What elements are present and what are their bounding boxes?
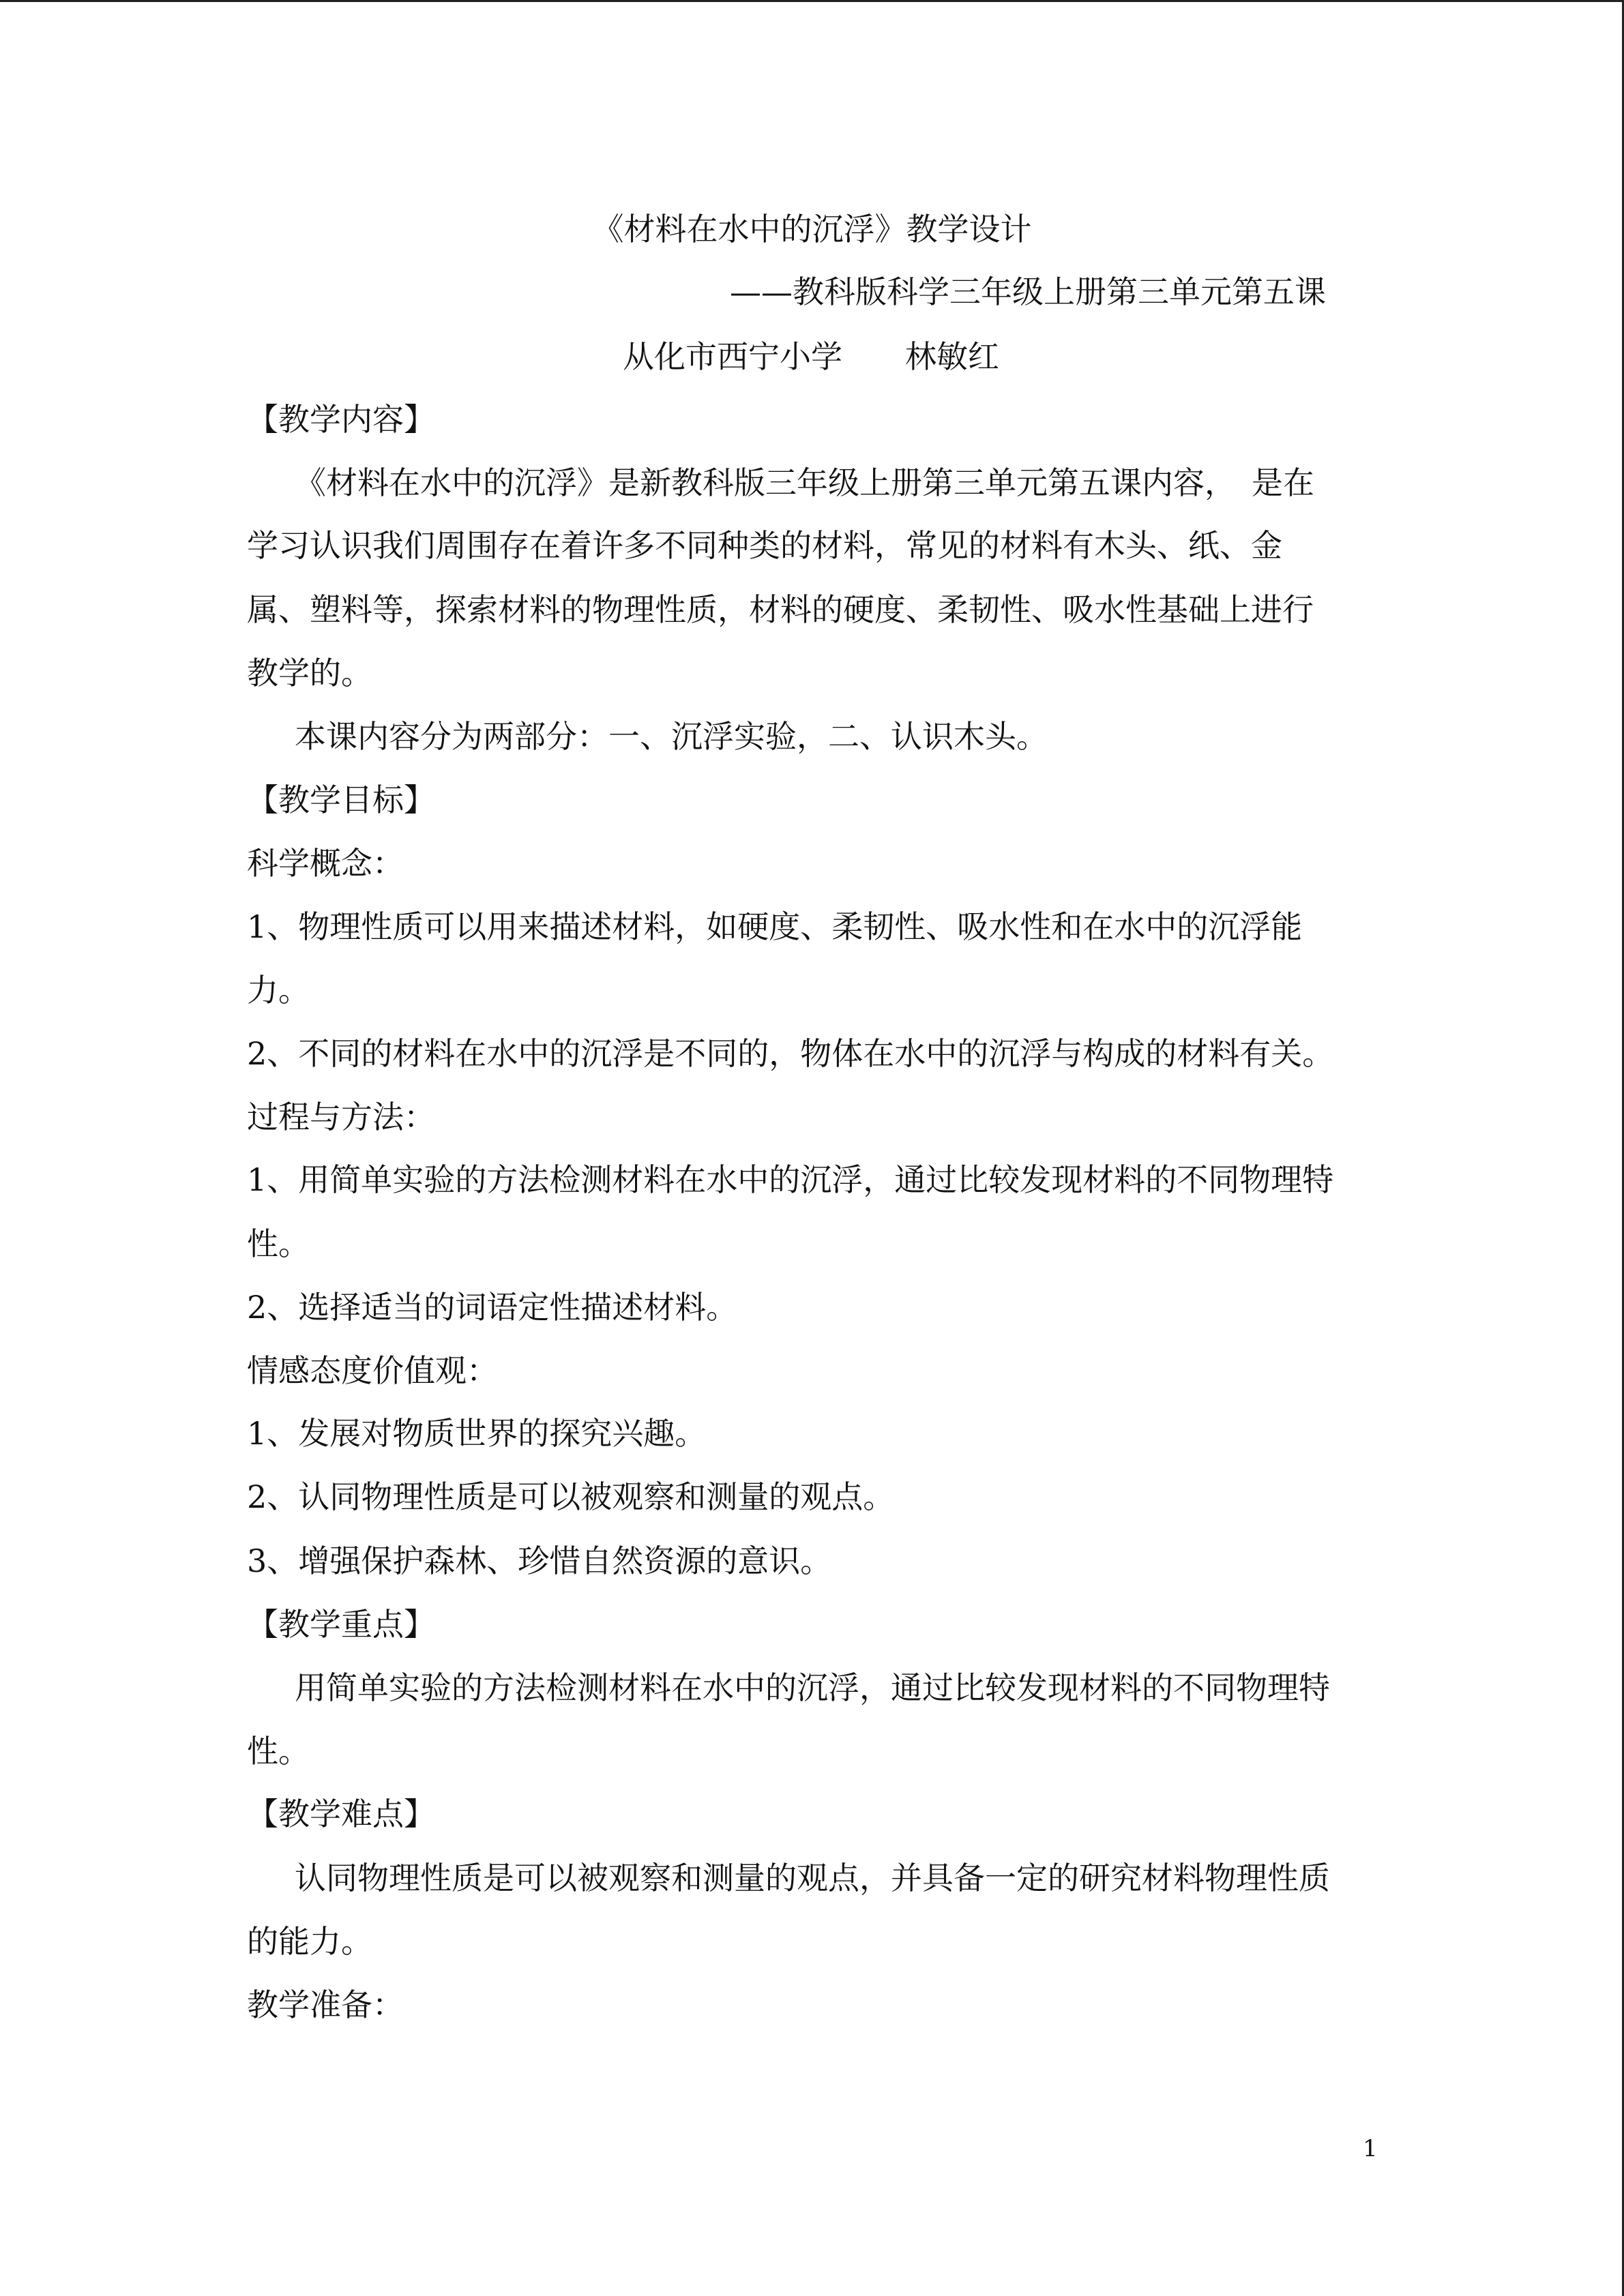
content-line: 属、塑料等，探索材料的物理性质，材料的硬度、柔韧性、吸水性基础上进行 <box>247 591 1314 628</box>
section-heading-goals: 【教学目标】 <box>247 781 435 818</box>
attitude-line: 1、发展对物质世界的探究兴趣。 <box>247 1415 707 1452</box>
attitude-label: 情感态度价值观： <box>247 1352 498 1389</box>
content-line: 教学的。 <box>247 655 372 691</box>
concept-line: 1、物理性质可以用来描述材料，如硬度、柔韧性、吸水性和在水中的沉浮能 <box>247 908 1303 945</box>
attitude-line: 2、认同物理性质是可以被观察和测量的观点。 <box>247 1478 895 1515</box>
section-heading-content: 【教学内容】 <box>247 401 435 438</box>
section-heading-key-points: 【教学重点】 <box>247 1606 435 1643</box>
document-subtitle: ——教科版科学三年级上册第三单元第五课 <box>730 273 1326 310</box>
process-label: 过程与方法： <box>247 1099 435 1135</box>
difficulty-line: 认同物理性质是可以被观察和测量的观点，并具备一定的研究材料物理性质 <box>295 1860 1330 1896</box>
concept-line: 力。 <box>247 972 310 1009</box>
process-line: 性。 <box>247 1225 310 1262</box>
concept-label: 科学概念： <box>247 845 404 882</box>
key-point-line: 性。 <box>247 1733 310 1770</box>
process-line: 2、选择适当的词语定性描述材料。 <box>247 1289 738 1326</box>
content-parts: 本课内容分为两部分：一、沉浮实验，二、认识木头。 <box>295 718 1048 755</box>
concept-line: 2、不同的材料在水中的沉浮是不同的，物体在水中的沉浮与构成的材料有关。 <box>247 1035 1334 1072</box>
difficulty-line: 的能力。 <box>247 1923 372 1960</box>
page-top-border <box>0 0 1624 2</box>
content-line: 《材料在水中的沉浮》是新教科版三年级上册第三单元第五课内容， 是在 <box>295 464 1314 501</box>
page-number: 1 <box>1363 2135 1378 2162</box>
author-line: 从化市西宁小学 林敏红 <box>623 338 999 375</box>
process-line: 1、用简单实验的方法检测材料在水中的沉浮，通过比较发现材料的不同物理特 <box>247 1161 1334 1198</box>
content-line: 学习认识我们周围存在着许多不同种类的材料，常见的材料有木头、纸、金 <box>247 527 1282 564</box>
section-heading-difficulty: 【教学难点】 <box>247 1795 435 1832</box>
key-point-line: 用简单实验的方法检测材料在水中的沉浮，通过比较发现材料的不同物理特 <box>295 1669 1330 1706</box>
preparation-label: 教学准备： <box>247 1986 404 2023</box>
document-title: 《材料在水中的沉浮》教学设计 <box>592 211 1032 248</box>
attitude-line: 3、增强保护森林、珍惜自然资源的意识。 <box>247 1542 832 1579</box>
